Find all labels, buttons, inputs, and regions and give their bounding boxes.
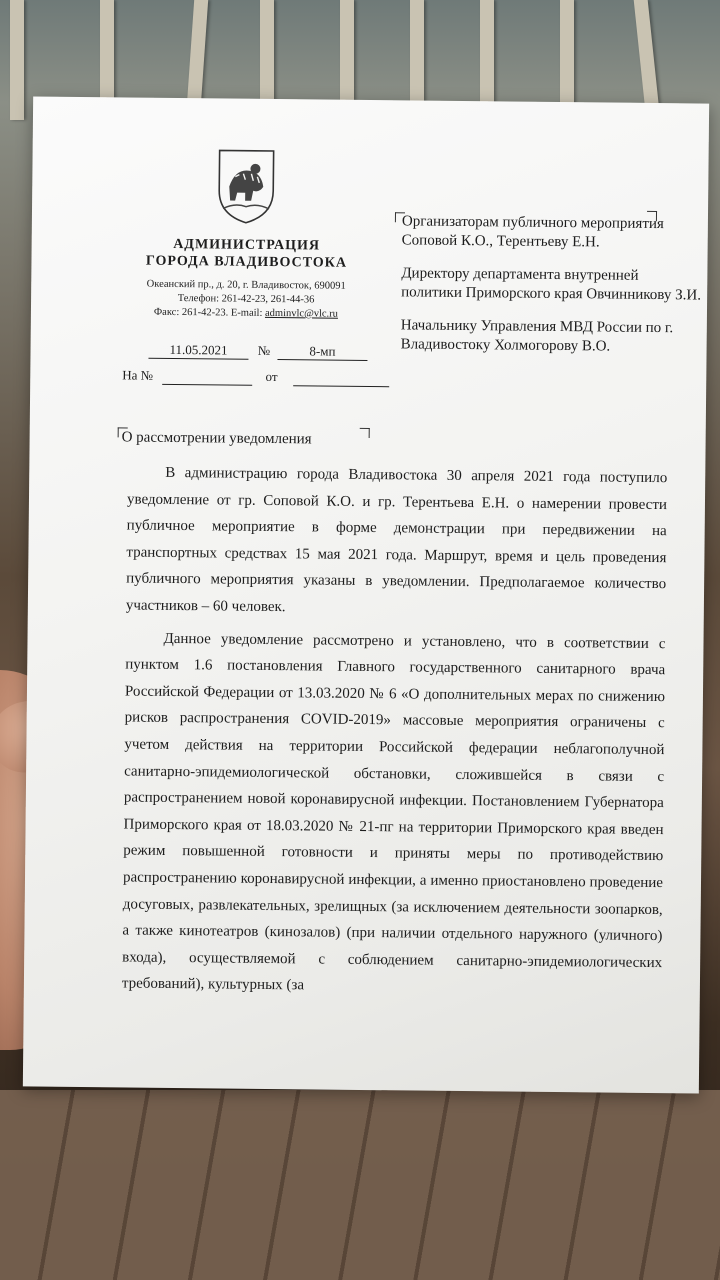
floor (0, 1090, 720, 1280)
fax-label: Факс: 261-42-23. E-mail: (153, 306, 266, 319)
organization-contacts (126, 277, 366, 322)
addressee-director: Директору департамента внутренней политики Приморского края Овчинникову З.И. (401, 265, 702, 304)
organization-phone: Телефон: 261-42-23, 261-44-36 (177, 293, 315, 306)
letter-subject: О рассмотрении уведомления (121, 429, 312, 448)
paragraph-notification: В администрацию города Владивостока 30 апреля 2021 года поступило уведомление от гр. Соповой К.О. и гр. Терентьева Е.Н. о намерении провести публичное мероприятие в форме демонстрации при передвижении на транспортных средствах 15 мая 2021 года. Маршрут, время и цель проведения публичного мероприятия указаны в уведомлении. Предполагаемое количество участников – 60 человек. (125, 464, 668, 616)
organization-fax-email (126, 305, 366, 322)
organization-address: Океанский пр., д. 20, г. Владивосток, 690091 (146, 278, 346, 292)
organization-title-line1: АДМИНИСТРАЦИЯ (173, 236, 321, 254)
registration-number: 8-мп (277, 343, 367, 361)
organization-title (126, 235, 366, 272)
reply-from-label: от (265, 368, 278, 385)
registration-date-line (148, 342, 367, 361)
addressee-block (400, 212, 702, 371)
paragraph-review: Данное уведомление рассмотрено и установлено, что в соответствии с пунктом 1.6 постановления Главного государственного санитарного врача Российской Федерации от 13.03.2020 № 6 «О дополнительных мерах по снижению рисков распространения COVID-2019» массовые мероприятия ограничены с учетом действия на территории Российской федерации неблагополучной санитарно-эпидемиологической обстановки, сложившейся в связи с распространением новой коронавирусной инфекции. Постановлением Губернатора Приморского края от 18.03.2020 № 21-пг на территории Приморского края введен режим повышенной готовности и приняты меры по противодействию распространению коронавирусной инфекции, а именно приостановлено проведение досуговых, развлекательных, зрелищных (за исключением деятельности зоопарков, а также кинотеатров (кинозалов) (при наличии отдельного наружного (уличного) входа), осуществляемой с соблюдением санитарно-эпидемиологических требований), культурных (за (121, 630, 666, 994)
registration-number-label: № (257, 342, 271, 358)
registration-date: 11.05.2021 (148, 342, 248, 360)
addressee-organizers: Организаторам публичного мероприятия Соповой К.О., Терентьеву Е.Н. (401, 213, 664, 251)
subject-corner-tr (360, 428, 370, 438)
addressee-police-chief: Начальнику Управления МВД России по г. Владивостоку Холмогорову В.О. (400, 317, 674, 355)
reply-to-number-blank (162, 368, 252, 386)
organization-title-line2: ГОРОДА ВЛАДИВОСТОКА (145, 253, 348, 271)
email-link[interactable]: adminvlc@vlc.ru (264, 307, 339, 320)
reply-reference-line (122, 367, 389, 387)
reply-to-label: На № (122, 367, 154, 383)
letter-body (122, 459, 668, 1003)
reply-from-date-blank (293, 369, 389, 387)
letter-page (23, 96, 709, 1093)
coat-of-arms-icon (215, 146, 278, 225)
